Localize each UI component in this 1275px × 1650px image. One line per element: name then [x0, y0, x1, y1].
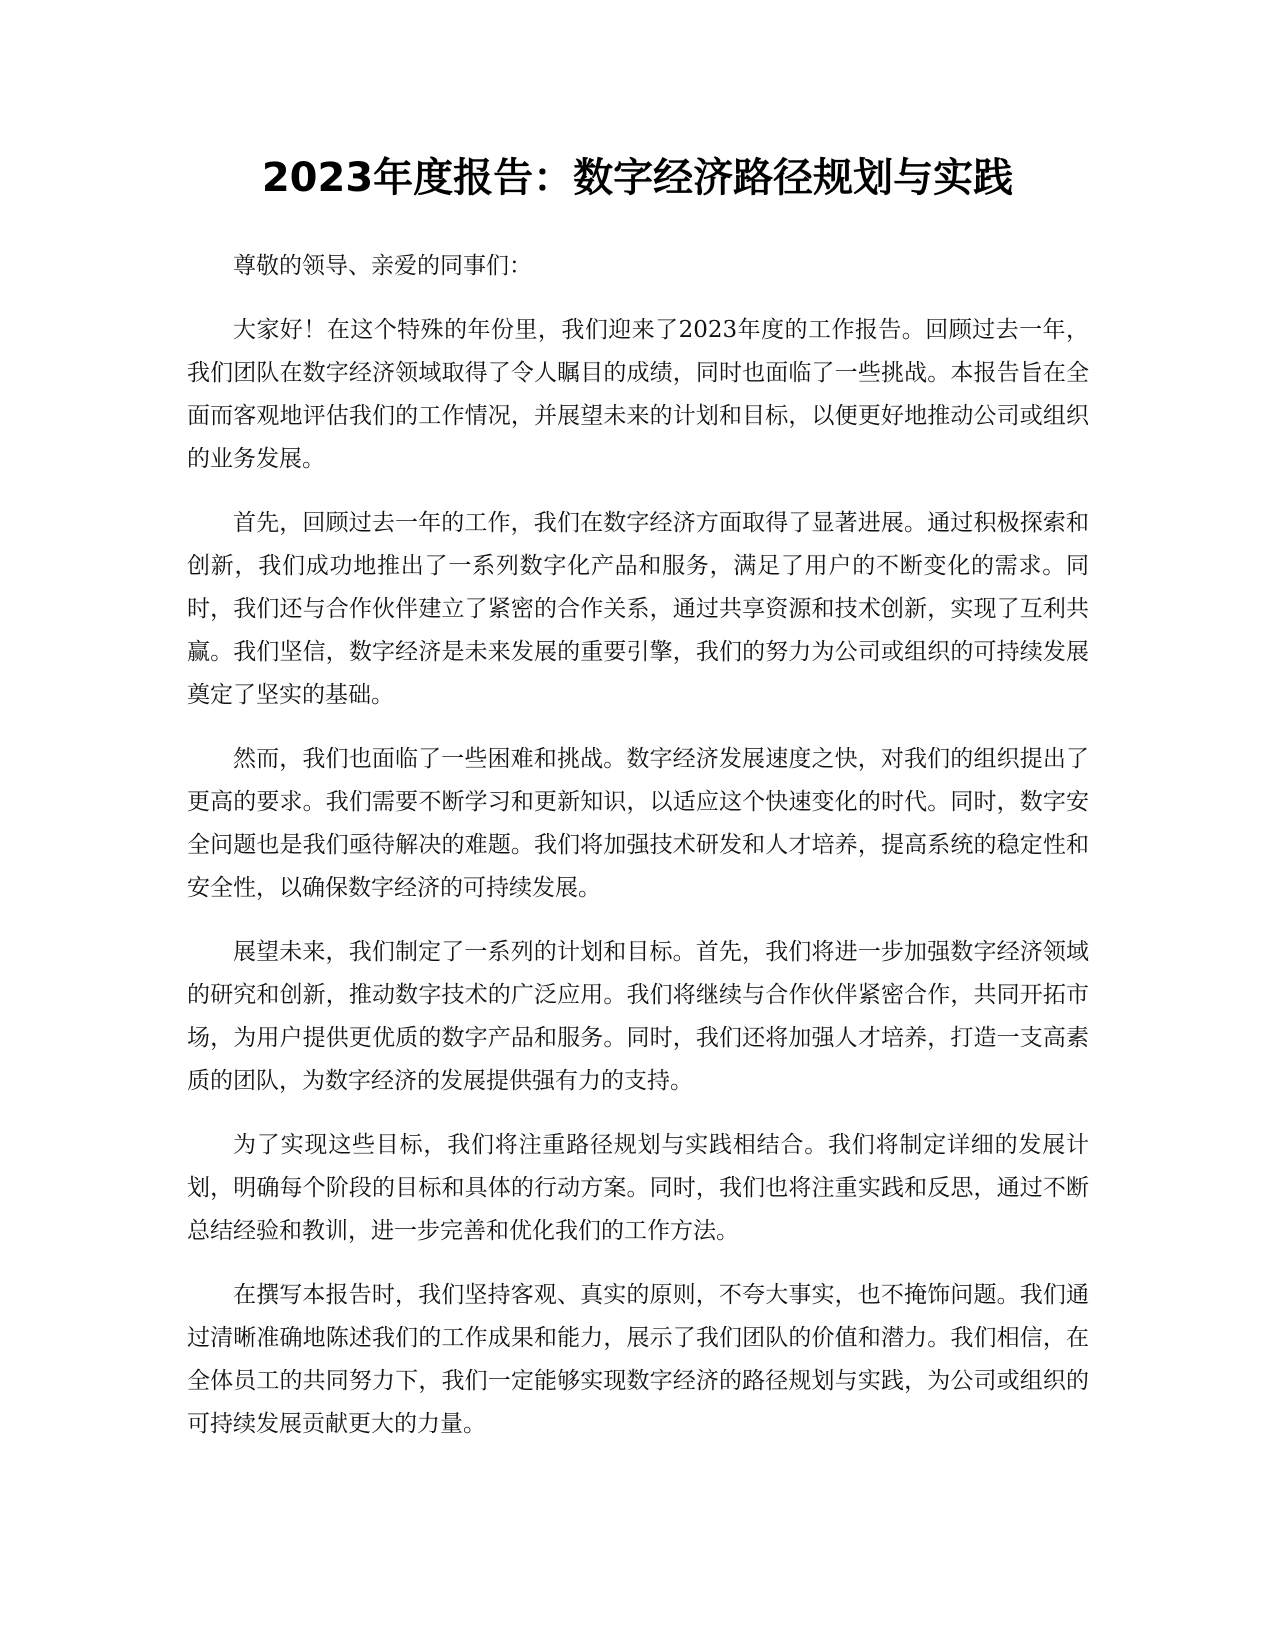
- paragraph-planning: 为了实现这些目标，我们将注重路径规划与实践相结合。我们将制定详细的发展计划，明确每个阶段的目标和具体的行动方案。同时，我们也将注重实践和反思，通过不断总结经验和教训，进一步完善和优化我们的工作方法。: [187, 1132, 1089, 1244]
- paragraph-achievements: 首先，回顾过去一年的工作，我们在数字经济方面取得了显著进展。通过积极探索和创新，我们成功地推出了一系列数字化产品和服务，满足了用户的不断变化的需求。同时，我们还与合作伙伴建立了紧密的合作关系，通过共享资源和技术创新，实现了互利共赢。我们坚信，数字经济是未来发展的重要引擎，我们的努力为公司或组织的可持续发展奠定了坚实的基础。: [187, 510, 1089, 708]
- salutation: 尊敬的领导、亲爱的同事们：: [233, 253, 532, 279]
- document-title: 2023年度报告：数字经济路径规划与实践: [261, 155, 1014, 201]
- paragraph-challenges: 然而，我们也面临了一些困难和挑战。数字经济发展速度之快，对我们的组织提出了更高的要求。我们需要不断学习和更新知识，以适应这个快速变化的时代。同时，数字安全问题也是我们亟待解决的难题。我们将加强技术研发和人才培养，提高系统的稳定性和安全性，以确保数字经济的可持续发展。: [187, 746, 1089, 901]
- paragraph-conclusion: 在撰写本报告时，我们坚持客观、真实的原则，不夸大事实，也不掩饰问题。我们通过清晰准确地陈述我们的工作成果和能力，展示了我们团队的价值和潜力。我们相信，在全体员工的共同努力下，我们一定能够实现数字经济的路径规划与实践，为公司或组织的可持续发展贡献更大的力量。: [187, 1282, 1089, 1437]
- document-body: [187, 245, 1089, 1467]
- paragraph-intro: 大家好！在这个特殊的年份里，我们迎来了2023年度的工作报告。回顾过去一年，我们团队在数字经济领域取得了令人瞩目的成绩，同时也面临了一些挑战。本报告旨在全面而客观地评估我们的工作情况，并展望未来的计划和目标，以便更好地推动公司或组织的业务发展。: [187, 317, 1089, 472]
- paragraph-outlook: 展望未来，我们制定了一系列的计划和目标。首先，我们将进一步加强数字经济领域的研究和创新，推动数字技术的广泛应用。我们将继续与合作伙伴紧密合作，共同开拓市场，为用户提供更优质的数字产品和服务。同时，我们还将加强人才培养，打造一支高素质的团队，为数字经济的发展提供强有力的支持。: [187, 939, 1089, 1094]
